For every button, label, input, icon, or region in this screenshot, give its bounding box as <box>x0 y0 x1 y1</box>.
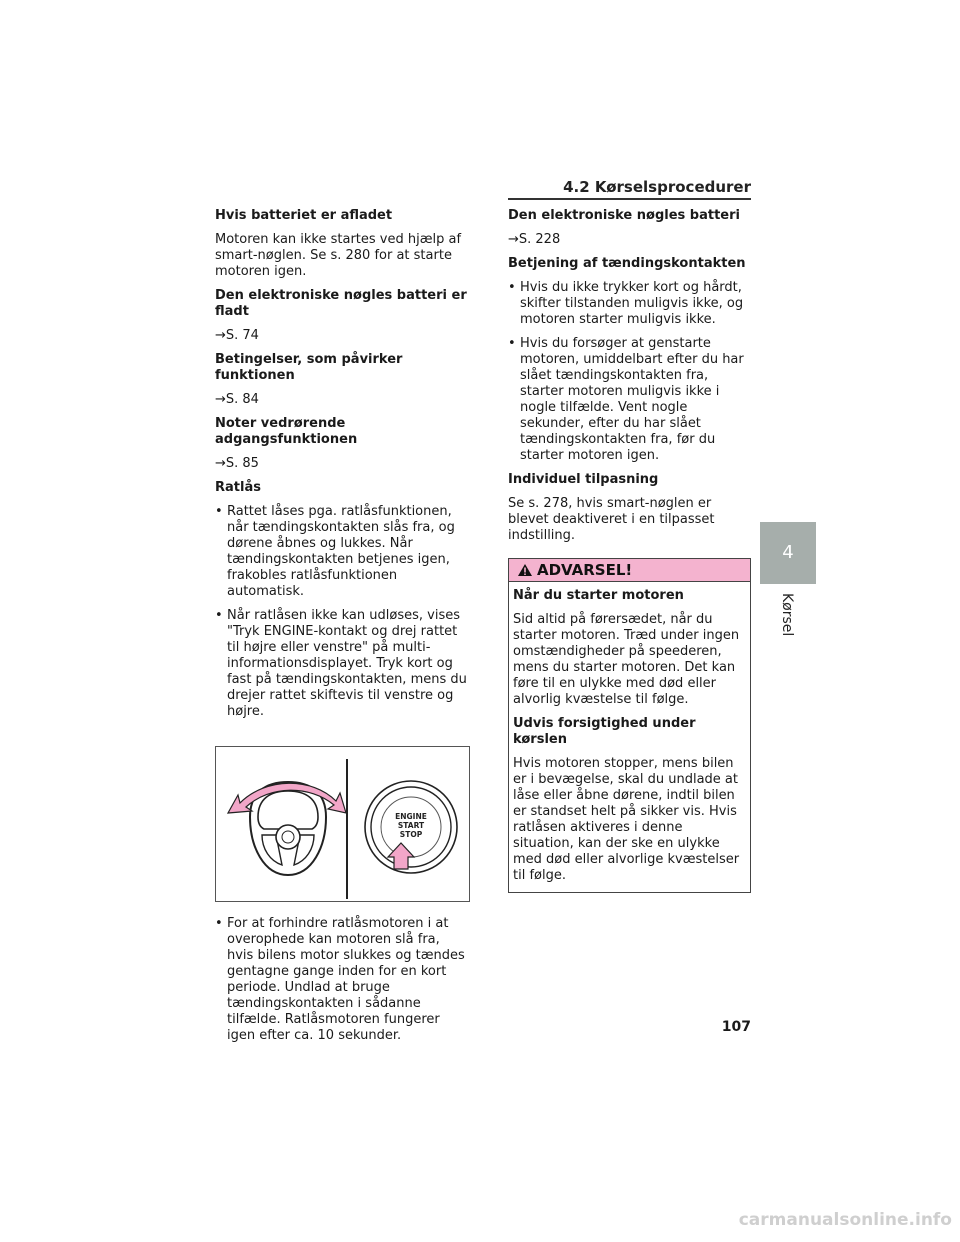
heading-ignition-operation: Betjening af tændingskontakten <box>508 256 746 271</box>
svg-text:STOP: STOP <box>399 830 423 839</box>
ref-key-battery: →S. 228 <box>508 232 561 247</box>
watermark: carmanualsonline.info <box>738 1210 952 1230</box>
heading-conditions: Betingelser, som påvirker funktionen <box>215 352 403 383</box>
engine-start-stop-button-icon <box>365 781 457 873</box>
warning-paragraph-starting: Sid altid på førersædet, når du starter motoren. Træd under ingen omstændigheder på speederen, mens du starter motoren. Det kan føre til en ulykke med død eller alvorlig kvæstelse til følge. <box>513 612 740 707</box>
page-number: 107 <box>721 1019 751 1035</box>
warning-title-bar <box>509 559 750 582</box>
ref-conditions: →S. 84 <box>215 392 259 407</box>
chapter-label: Kørsel <box>779 593 795 637</box>
warning-paragraph-driving: Hvis motoren stopper, mens bilen er i bevægelse, skal du undlade at låse eller åbne dørene, indtil bilen er standset helt på sikker vis. Hvis ratlåsen aktiveres i denne situation, kan der ske en ulykke med død eller alvorlige kvæstelser til følge. <box>513 756 740 883</box>
svg-text:START: START <box>397 821 425 830</box>
warning-title: ADVARSEL! <box>537 561 633 579</box>
list-item: • Når ratlåsen ikke kan udløses, vises "Tryk ENGINE-kontakt og drej rattet til højre eller venstre" på multi-informationsdisplayet. Tryk kort og fast på tændingskontakten, mens du drejer rattet skiftevis til venstre og højre. <box>215 608 470 720</box>
ref-access-notes: →S. 85 <box>215 456 259 471</box>
header-rule <box>508 198 751 200</box>
list-item: • Hvis du ikke trykker kort og hårdt, skifter tilstanden muligvis ikke, og motoren starter muligvis ikke. <box>508 280 751 328</box>
steering-illustration <box>215 746 470 902</box>
ignition-list <box>508 280 751 464</box>
heading-key-battery: Den elektroniske nøgles batteri <box>508 208 740 223</box>
steering-wheel-illustration <box>216 747 469 901</box>
heading-key-battery-flat: Den elektroniske nøgles batteri er fladt <box>215 288 467 319</box>
heading-steering-lock: Ratlås <box>215 480 261 495</box>
warning-heading-driving: Udvis forsigtighed under kørslen <box>513 716 696 747</box>
paragraph-customization: Se s. 278, hvis smart-nøglen er blevet deaktiveret i en tilpasset indstilling. <box>508 496 715 543</box>
list-item: • For at forhindre ratlåsmotoren i at overophede kan motoren slå fra, hvis bilens motor slukkes og tændes gentagne gange inden for en kort periode. Undlad at bruge tændingskontakten i sådanne tilfælde. Ratlåsmotoren fungerer igen efter ca. 10 sekunder. <box>215 916 470 1044</box>
heading-battery-discharged: Hvis batteriet er afladet <box>215 208 393 223</box>
chapter-tab: 4 <box>760 522 816 584</box>
list-item: • Hvis du forsøger at genstarte motoren, umiddelbart efter du har slået tændingskontakten fra, starter motoren muligvis ikke i nogle tilfælde. Vent nogle sekunder, efter du har slået tændingskontakten fra, før du starter motoren igen. <box>508 336 751 464</box>
left-column <box>215 208 470 1052</box>
steering-motor-list <box>215 916 470 1044</box>
list-item: • Rattet låses pga. ratlåsfunktionen, når tændingskontakten slås fra, og dørene åbnes og lukkes. Når tændingskontakten betjenes igen, frakobles ratlåsfunktionen automatisk. <box>215 504 470 600</box>
warning-box <box>508 558 751 893</box>
warning-body <box>509 582 750 884</box>
heading-access-notes: Noter vedrørende adgangsfunktionen <box>215 416 358 447</box>
ref-key-battery-flat: →S. 74 <box>215 328 259 343</box>
steering-lock-list <box>215 504 470 720</box>
warning-triangle-icon <box>517 563 533 577</box>
figure-divider <box>346 759 348 899</box>
svg-text:ENGINE: ENGINE <box>395 812 427 821</box>
paragraph-battery-discharged: Motoren kan ikke startes ved hjælp af smart-nøglen. Se s. 280 for at starte motoren igen. <box>215 232 462 279</box>
right-column <box>508 208 751 893</box>
warning-heading-starting: Når du starter motoren <box>513 588 684 603</box>
section-header: 4.2 Kørselsprocedurer <box>563 178 751 196</box>
heading-customization: Individuel tilpasning <box>508 472 659 487</box>
